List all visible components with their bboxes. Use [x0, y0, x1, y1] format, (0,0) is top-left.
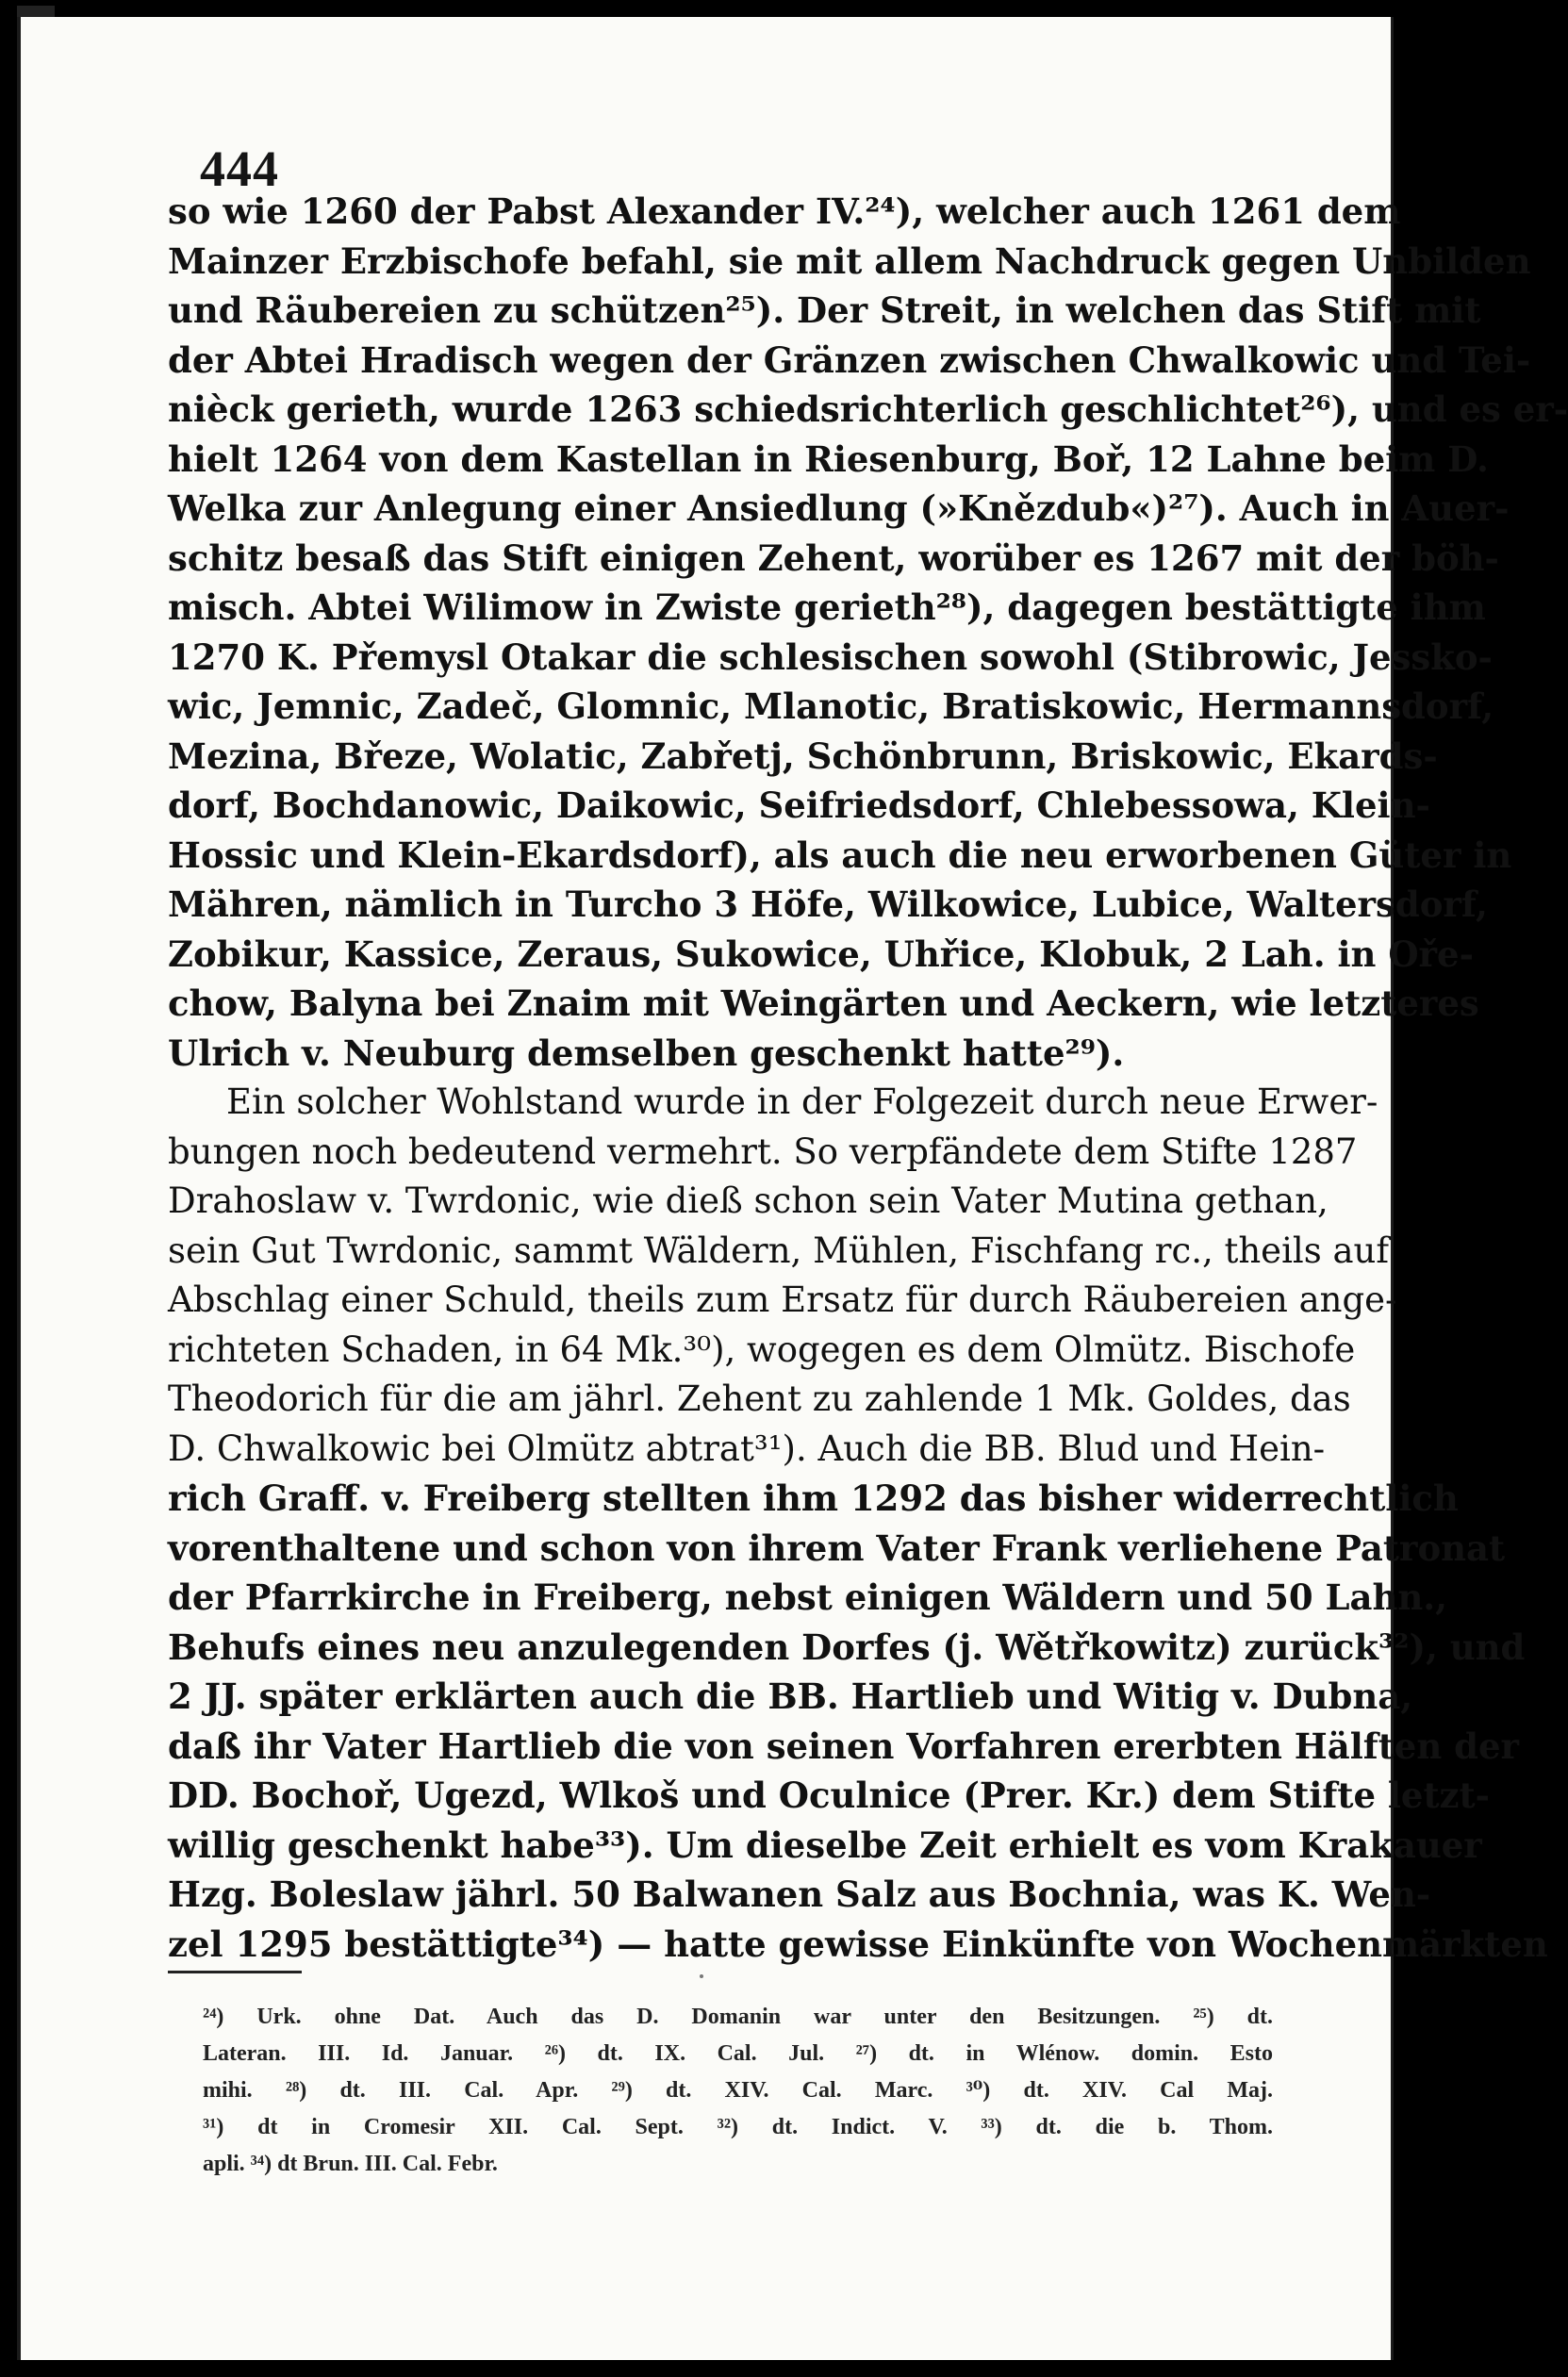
text-line: chow, Balyna bei Znaim mit Weingärten und Aeckern, wie letzteres	[168, 982, 1479, 1024]
text-line: daß ihr Vater Hartlieb die von seinen Vorfahren ererbten Hälften der	[168, 1725, 1520, 1767]
text-line: vorenthaltene und schon von ihrem Vater Frank verliehene Patronat	[168, 1527, 1506, 1569]
footnote-line: mihi. ²⁸) dt. III. Cal. Apr. ²⁹) dt. XIV. Cal. Marc. ³⁰) dt. XIV. Cal Maj.	[203, 2078, 1273, 2103]
text-line: nièck gerieth, wurde 1263 schiedsrichterlich geschlichtet²⁶), und es er-	[168, 388, 1568, 430]
footnote-line: apli. ³⁴) dt Brun. III. Cal. Febr.	[203, 2152, 498, 2176]
text-line: Theodorich für die am jährl. Zehent zu zahlende 1 Mk. Goldes, das	[168, 1378, 1351, 1419]
text-line: Welka zur Anlegung einer Ansiedlung (»Knězdub«)²⁷). Auch in Auer-	[168, 487, 1510, 529]
text-line: zel 1295 bestättigte³⁴) — hatte gewisse Einkünfte von Wochenmärkten	[168, 1923, 1548, 1965]
body-text	[168, 187, 1568, 1969]
text-line: Hossic und Klein-Ekardsdorf), als auch die neu erworbenen Güter in	[168, 834, 1512, 876]
text-line: und Räubereien zu schützen²⁵). Der Streit, in welchen das Stift mit	[168, 289, 1481, 331]
text-line: so wie 1260 der Pabst Alexander IV.²⁴), welcher auch 1261 dem	[168, 190, 1401, 232]
text-line: wic, Jemnic, Zadeč, Glomnic, Mlanotic, Bratiskowic, Hermannsdorf,	[168, 685, 1494, 727]
text-line: 2 JJ. später erklärten auch die BB. Hartlieb und Witig v. Dubna,	[168, 1675, 1413, 1717]
page-number: 444	[200, 140, 279, 197]
text-line: der Abtei Hradisch wegen der Gränzen zwischen Chwalkowic und Tei-	[168, 338, 1531, 381]
text-line: Mähren, nämlich in Turcho 3 Höfe, Wilkowice, Lubice, Waltersdorf,	[168, 883, 1488, 925]
text-line: Ulrich v. Neuburg demselben geschenkt hatte²⁹).	[168, 1032, 1125, 1074]
footnote-line: ²⁴) Urk. ohne Dat. Auch das D. Domanin war unter den Besitzungen. ²⁵) dt.	[203, 2005, 1273, 2029]
print-speck	[700, 1974, 703, 1978]
text-line: Mezina, Březe, Wolatic, Zabřetj, Schönbrunn, Briskowic, Ekards-	[168, 735, 1438, 777]
text-line: der Pfarrkirche in Freiberg, nebst einigen Wäldern und 50 Lahn.,	[168, 1576, 1448, 1618]
footnote-line: ³¹) dt in Cromesir XII. Cal. Sept. ³²) dt. Indict. V. ³³) dt. die b. Thom.	[203, 2115, 1273, 2139]
text-line: rich Graff. v. Freiberg stellten ihm 1292 das bisher widerrechtlich	[168, 1477, 1459, 1519]
text-line: dorf, Bochdanowic, Daikowic, Seifriedsdorf, Chlebessowa, Klein-	[168, 784, 1430, 826]
text-line: DD. Bochoř, Ugezd, Wlkoš und Oculnice (Prer. Kr.) dem Stifte letzt-	[168, 1774, 1491, 1816]
text-line: 1270 K. Přemysl Otakar die schlesischen sowohl (Stibrowic, Jessko-	[168, 636, 1493, 678]
text-line: Behufs eines neu anzulegenden Dorfes (j. Wětřkowitz) zurück³²), und	[168, 1626, 1526, 1668]
text-line: hielt 1264 von dem Kastellan in Riesenburg, Boř, 12 Lahne beim D.	[168, 437, 1489, 480]
text-line: Zobikur, Kassice, Zeraus, Sukowice, Uhřice, Klobuk, 2 Lah. in Oře-	[168, 933, 1474, 975]
text-line: sein Gut Twrdonic, sammt Wäldern, Mühlen, Fischfang rc., theils auf	[168, 1230, 1390, 1271]
text-line: misch. Abtei Wilimow in Zwiste gerieth²⁸), dagegen bestättigte ihm	[168, 586, 1486, 628]
text-line: richteten Schaden, in 64 Mk.³⁰), wogegen es dem Olmütz. Bischofe	[168, 1329, 1356, 1370]
footnote-line: Lateran. III. Id. Januar. ²⁶) dt. IX. Cal. Jul. ²⁷) dt. in Wlénow. domin. Esto	[203, 2041, 1273, 2066]
text-line: D. Chwalkowic bei Olmütz abtrat³¹). Auch die BB. Blud und Hein-	[168, 1428, 1326, 1469]
text-line: Mainzer Erzbischofe befahl, sie mit allem Nachdruck gegen Unbilden	[168, 239, 1531, 282]
text-line: willig geschenkt habe³³). Um dieselbe Zeit erhielt es vom Krakauer	[168, 1824, 1482, 1866]
text-line: Hzg. Boleslaw jährl. 50 Balwanen Salz aus Bochnia, was K. Wen-	[168, 1874, 1431, 1915]
text-line: Ein solcher Wohlstand wurde in der Folgezeit durch neue Erwer-	[226, 1081, 1378, 1122]
footnotes	[203, 1999, 1273, 2183]
footnote-separator	[168, 1971, 302, 1973]
text-line: bungen noch bedeutend vermehrt. So verpfändete dem Stifte 1287	[168, 1131, 1358, 1172]
text-line: Drahoslaw v. Twrdonic, wie dieß schon sein Vater Mutina gethan,	[168, 1180, 1329, 1221]
text-line: Abschlag einer Schuld, theils zum Ersatz für durch Räubereien ange-	[168, 1279, 1397, 1320]
text-line: schitz besaß das Stift einigen Zehent, worüber es 1267 mit der böh-	[168, 536, 1499, 579]
